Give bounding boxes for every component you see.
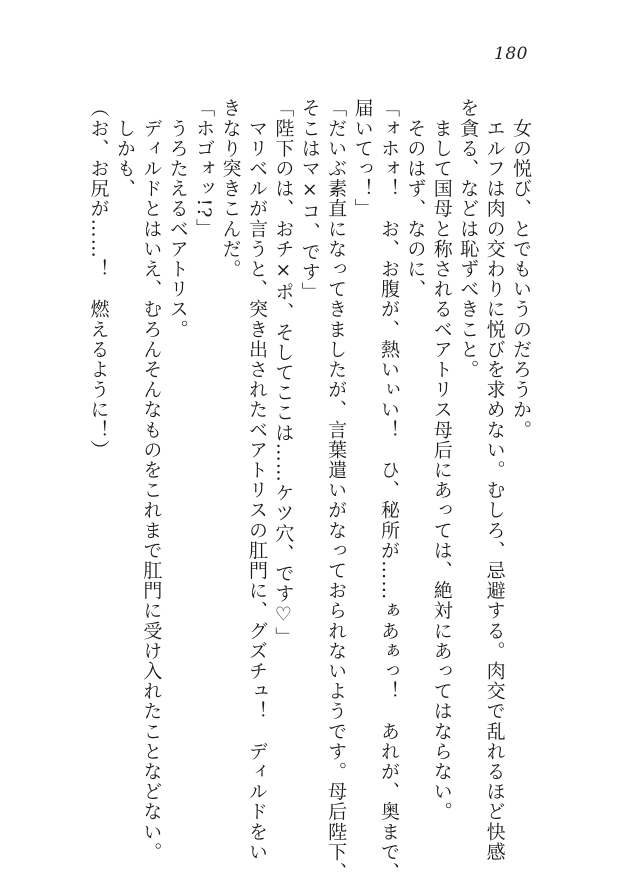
text-line: エルフは肉の交わりに悦びを求めない。むしろ、忌避する。肉交で乱れるほど快感 (483, 98, 506, 862)
page-number: 180 (494, 44, 528, 64)
text-line: まして国母と称されるベアトリス母后にあっては、絶対にあってはならない。 (430, 98, 453, 822)
text-line: そこはマ×コ、です」 (298, 98, 321, 302)
text-line: マリベルが言うと、突き出されたベアトリスの肛門に、グズチュ！ ディルドをい (245, 98, 268, 862)
text-line: うろたえるベアトリス。 (166, 98, 189, 340)
text-line: 「ホゴォッ!?」 (193, 98, 216, 239)
text-line: そのはず、なのに、 (404, 98, 427, 299)
text-line: （お、お尻が……！ 燃えるように！） (87, 98, 110, 460)
text-line: 「陛下のは、おチ×ポ、そしてここは……ケツ穴、です♡」 (272, 98, 295, 647)
text-line: きなり突きこんだ。 (219, 98, 242, 279)
text-line: 届いてっ！」 (351, 98, 374, 219)
text-line: 「だいぶ素直になってきましたが、言葉遣いがなっておられないようです。母后陛下、 (325, 98, 348, 882)
text-line: 「ォホォ！ お、お腹が、熱いぃい！ ひ、秘所が……ぁあぁっ！ あれが、奥まで、 (377, 98, 400, 882)
text-line: しかも、 (113, 98, 136, 199)
text-line: ディルドとはいえ、むろんそんなものをこれまで肛門に受け入れたことなどない。 (140, 98, 163, 862)
text-line: 女の悦び、とでもいうのだろうか。 (510, 98, 532, 440)
body-text (74, 98, 534, 882)
text-line: を貪る、などは恥ずべきこと。 (457, 98, 480, 380)
